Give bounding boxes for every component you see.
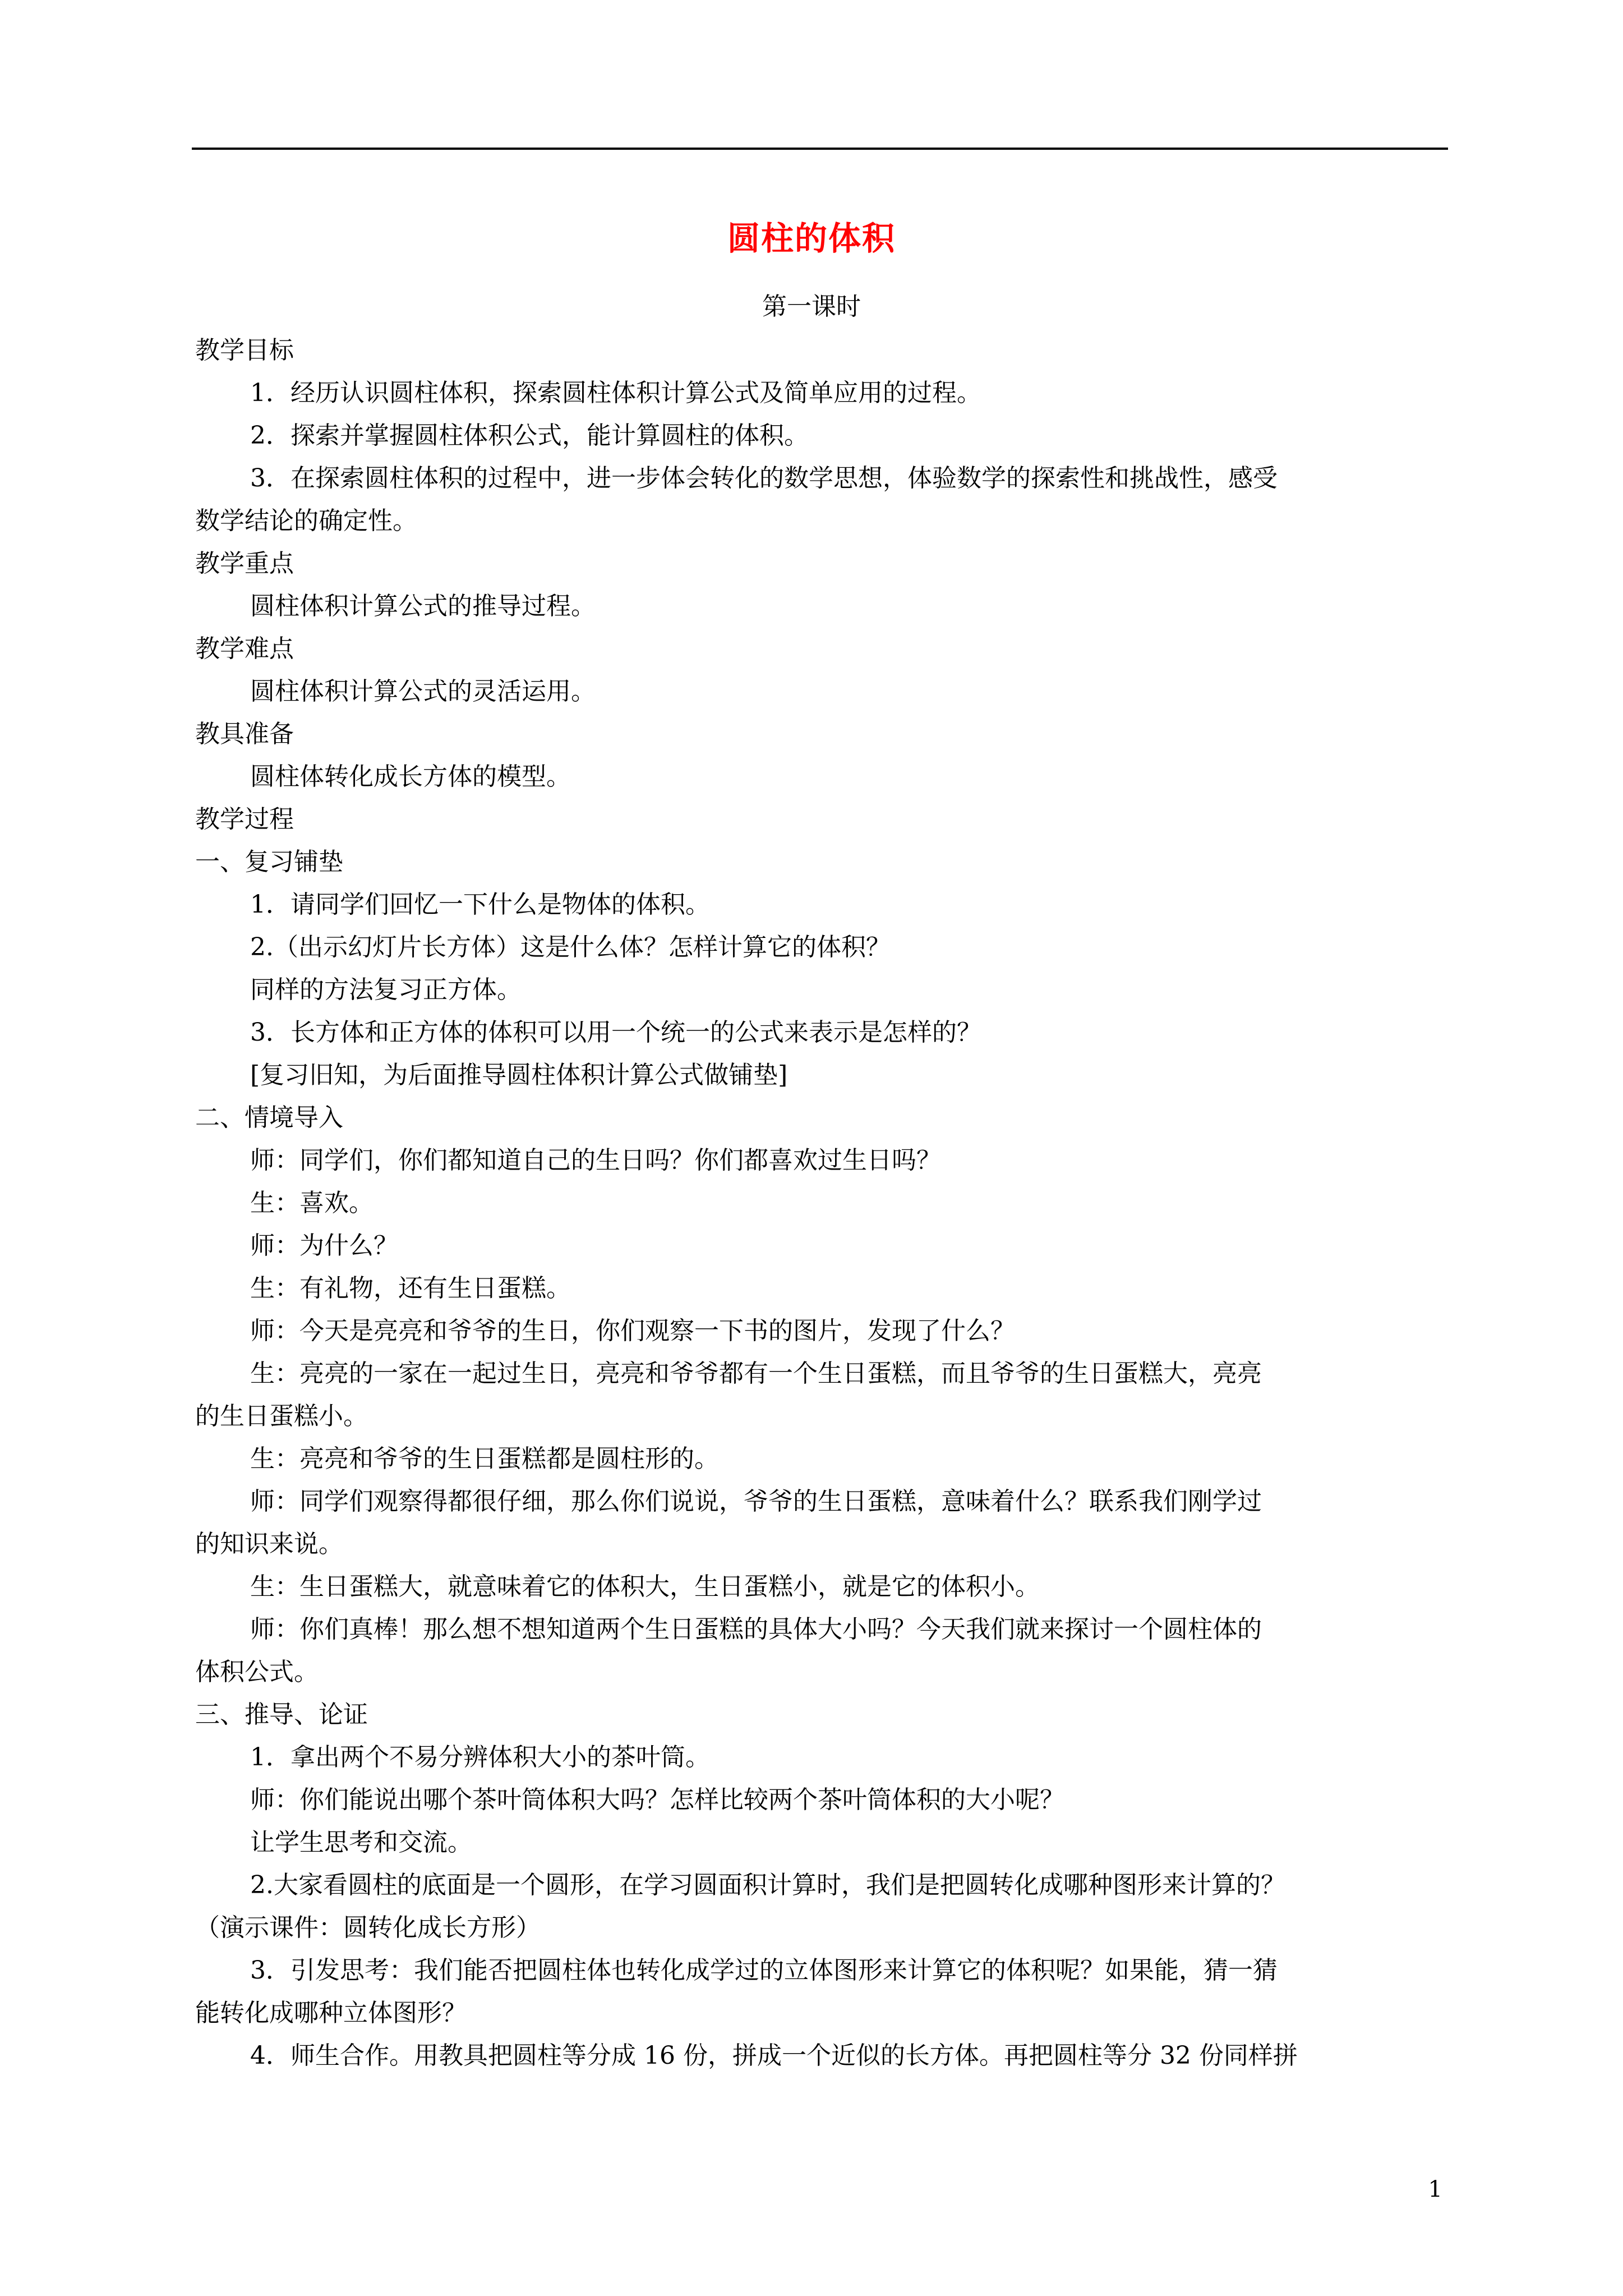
- text-line: [复习旧知，为后面推导圆柱体积计算公式做铺垫]: [250, 1061, 788, 1089]
- text-line: 师：你们真棒！那么想不想知道两个生日蛋糕的具体大小吗？今天我们就来探讨一个圆柱体的: [250, 1615, 1262, 1644]
- text-line: 生：生日蛋糕大，就意味着它的体积大，生日蛋糕小，就是它的体积小。: [250, 1572, 1040, 1601]
- text-line: 3．长方体和正方体的体积可以用一个统一的公式来表示是怎样的？: [250, 1018, 981, 1047]
- text-line: 体积公式。: [195, 1658, 319, 1686]
- text-line: 2．探索并掌握圆柱体积公式，能计算圆柱的体积。: [250, 421, 809, 450]
- page-number: 1: [1428, 2177, 1442, 2202]
- header-rule: [192, 148, 1448, 150]
- text-line: 数学结论的确定性。: [195, 507, 417, 535]
- text-line: 二、情境导入: [195, 1103, 343, 1132]
- text-line: 师：你们能说出哪个茶叶筒体积大吗？怎样比较两个茶叶筒体积的大小呢？: [250, 1786, 1064, 1814]
- text-line: 1．经历认识圆柱体积，探索圆柱体积计算公式及简单应用的过程。: [250, 379, 981, 407]
- text-line: 让学生思考和交流。: [250, 1828, 472, 1857]
- text-line: 1．拿出两个不易分辨体积大小的茶叶筒。: [250, 1743, 710, 1772]
- text-line: 一、复习铺垫: [195, 848, 343, 876]
- text-line: 生：喜欢。: [250, 1189, 374, 1217]
- text-line: 师：为什么？: [250, 1231, 398, 1260]
- document-title: 圆柱的体积: [727, 219, 896, 257]
- text-line: 圆柱体积计算公式的灵活运用。: [250, 677, 596, 706]
- document-subtitle: 第一课时: [762, 292, 861, 321]
- text-line: 3．引发思考：我们能否把圆柱体也转化成学过的立体图形来计算它的体积呢？如果能，猜一猜: [250, 1956, 1278, 1985]
- text-line: 圆柱体积计算公式的推导过程。: [250, 592, 596, 620]
- text-line: 生：亮亮的一家在一起过生日，亮亮和爷爷都有一个生日蛋糕，而且爷爷的生日蛋糕大，亮亮: [250, 1359, 1262, 1388]
- text-line: 教学过程: [195, 805, 294, 834]
- text-line: 教学目标: [195, 336, 294, 365]
- text-line: 的生日蛋糕小。: [195, 1402, 368, 1430]
- text-line: 教具准备: [195, 720, 294, 748]
- text-line: 师：今天是亮亮和爷爷的生日，你们观察一下书的图片，发现了什么？: [250, 1317, 1015, 1345]
- text-line: 师：同学们，你们都知道自己的生日吗？你们都喜欢过生日吗？: [250, 1146, 941, 1175]
- text-line: （演示课件：圆转化成长方形）: [195, 1913, 541, 1942]
- text-line: 教学难点: [195, 634, 294, 663]
- text-line: 2.大家看圆柱的底面是一个圆形，在学习圆面积计算时，我们是把圆转化成哪种图形来计算的？: [250, 1871, 1285, 1899]
- text-line: 教学重点: [195, 549, 294, 578]
- text-line: 1．请同学们回忆一下什么是物体的体积。: [250, 890, 710, 919]
- text-line: 生：亮亮和爷爷的生日蛋糕都是圆柱形的。: [250, 1444, 719, 1473]
- text-line: 2.（出示幻灯片长方体）这是什么体？怎样计算它的体积？: [250, 933, 891, 961]
- text-line: 师：同学们观察得都很仔细，那么你们说说，爷爷的生日蛋糕，意味着什么？联系我们刚学过: [250, 1487, 1262, 1516]
- text-line: 圆柱体转化成长方体的模型。: [250, 762, 571, 791]
- text-line: 能转化成哪种立体图形？: [195, 1999, 467, 2027]
- text-line: 的知识来说。: [195, 1530, 343, 1558]
- text-line: 同样的方法复习正方体。: [250, 976, 522, 1004]
- text-line: 三、推导、论证: [195, 1700, 368, 1729]
- document-body: [195, 329, 1449, 2077]
- text-line: 生：有礼物，还有生日蛋糕。: [250, 1274, 571, 1303]
- text-line: 4．师生合作。用教具把圆柱等分成 16 份，拼成一个近似的长方体。再把圆柱等分 32 份同样拼: [250, 2041, 1298, 2070]
- text-line: 3．在探索圆柱体积的过程中，进一步体会转化的数学思想，体验数学的探索性和挑战性，感受: [250, 464, 1278, 493]
